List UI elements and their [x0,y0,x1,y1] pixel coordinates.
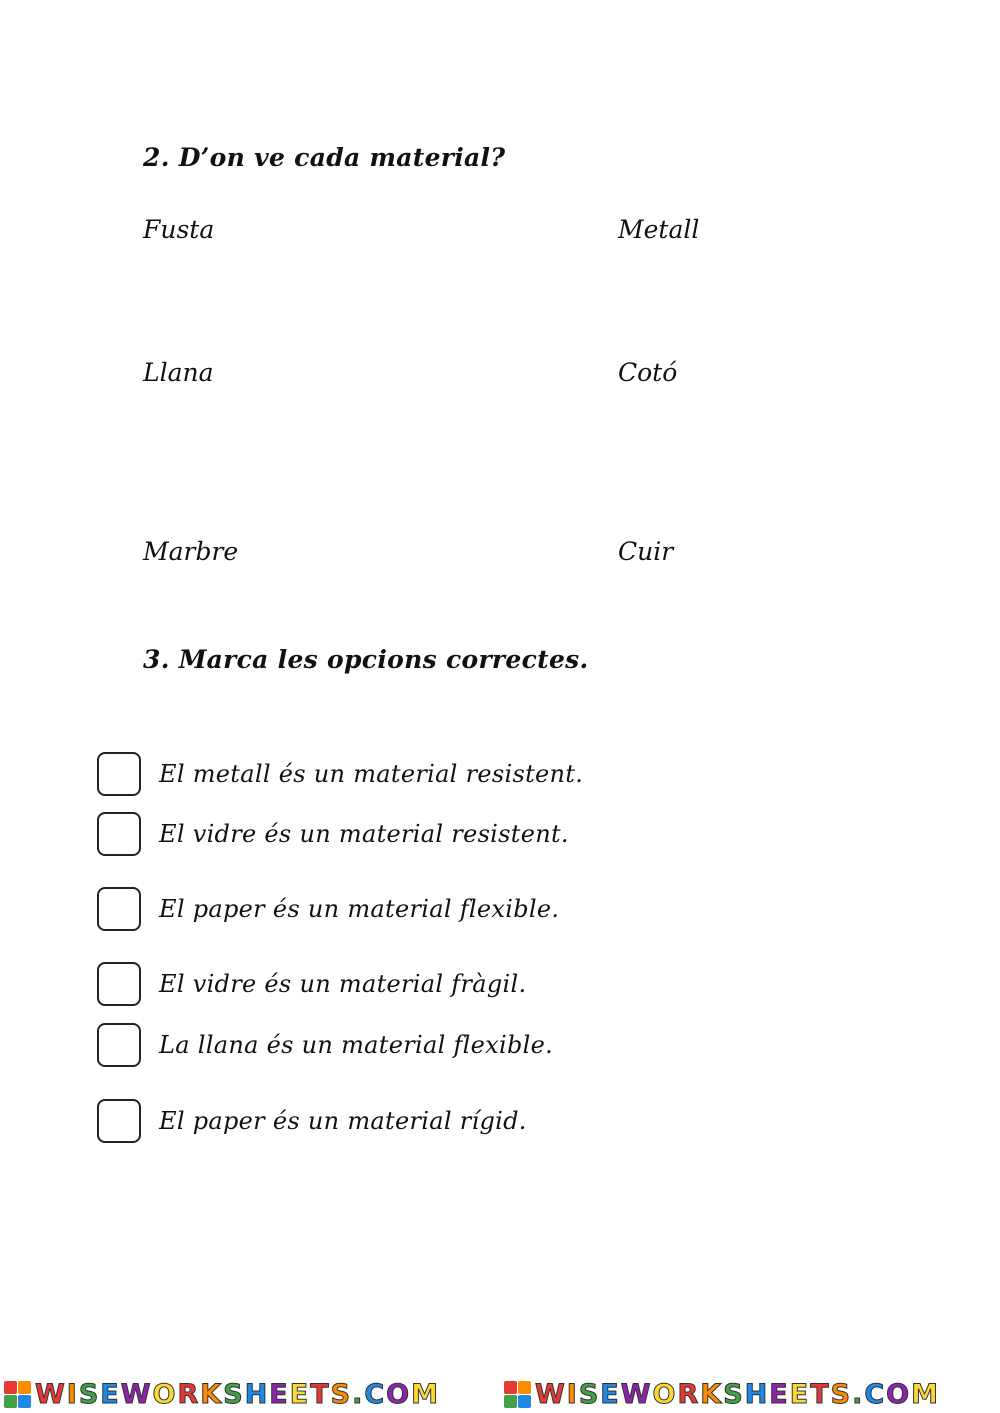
brand-text: WISEWORKSHEETS.COM [535,1379,940,1410]
option-text: La llana és un material flexible. [159,1031,554,1059]
option-text: El vidre és un material resistent. [159,820,569,848]
footer-watermark [0,1376,1000,1413]
option-checkbox[interactable] [97,752,141,796]
option-row [97,1021,553,1069]
material-label-cuir: Cuir [618,537,674,566]
logo-square-icon [518,1381,531,1394]
section-3-title: 3. Marca les opcions correctes. [143,645,589,674]
option-text: El paper és un material flexible. [159,895,560,923]
option-row [97,1097,527,1145]
logo-square-icon [4,1381,17,1394]
option-checkbox[interactable] [97,962,141,1006]
option-row [97,885,559,933]
logo-square-icon [18,1381,31,1394]
option-row [97,750,583,798]
option-row [97,810,569,858]
option-row [97,960,526,1008]
brand-logo-icon [4,1381,31,1408]
option-text: El vidre és un material fràgil. [159,970,527,998]
material-label-marbre: Marbre [143,537,239,566]
material-label-llana: Llana [143,358,214,387]
brand-logo [0,1379,500,1410]
option-checkbox[interactable] [97,1099,141,1143]
brand-text: WISEWORKSHEETS.COM [35,1379,440,1410]
option-checkbox[interactable] [97,812,141,856]
logo-square-icon [518,1395,531,1408]
logo-square-icon [504,1381,517,1394]
option-text: El paper és un material rígid. [159,1107,527,1135]
material-label-coto: Cotó [618,358,678,387]
option-text: El metall és un material resistent. [159,760,584,788]
brand-logo-icon [504,1381,531,1408]
logo-square-icon [4,1395,17,1408]
section-2-title: 2. D’on ve cada material? [143,143,506,172]
material-label-metall: Metall [618,215,700,244]
logo-square-icon [18,1395,31,1408]
option-checkbox[interactable] [97,887,141,931]
material-label-fusta: Fusta [143,215,215,244]
option-checkbox[interactable] [97,1023,141,1067]
brand-logo [500,1379,1000,1410]
logo-square-icon [504,1395,517,1408]
